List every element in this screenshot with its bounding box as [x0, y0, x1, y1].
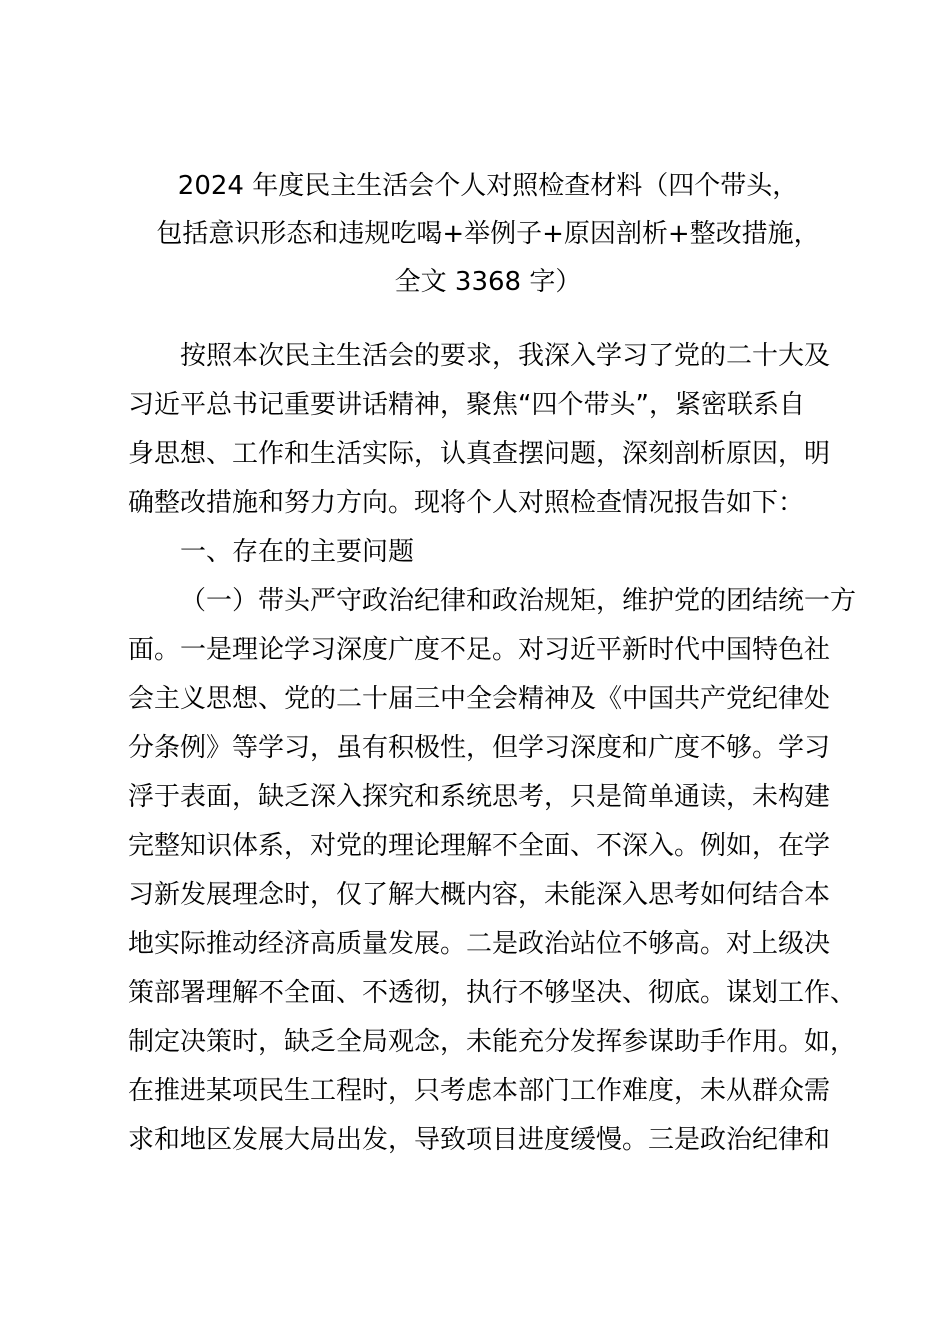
- paragraph-line: 按照本次民主生活会的要求，我深入学习了党的二十大及: [180, 341, 831, 371]
- document-body: [128, 332, 857, 1165]
- paragraph-line: 浮于表面，缺乏深入探究和系统思考，只是简单通读，未构建: [128, 782, 831, 812]
- paragraph-line: 会主义思想、党的二十届三中全会精神及《中国共产党纪律处: [128, 684, 831, 714]
- paragraph-line: 制定决策时，缺乏全局观念，未能充分发挥参谋助手作用。如，: [128, 1027, 857, 1057]
- paragraph-line: （一）带头严守政治纪律和政治规矩，维护党的团结统一方: [180, 586, 857, 616]
- paragraph-line: 习近平总书记重要讲话精神，聚焦“四个带头”，紧密联系自: [128, 390, 805, 420]
- paragraph-line: 完整知识体系，对党的理论理解不全面、不深入。例如，在学: [128, 831, 831, 861]
- intro-paragraph: [128, 332, 848, 528]
- paragraph-line: 分条例》等学习，虽有积极性，但学习深度和广度不够。学习: [128, 733, 831, 763]
- title-line: 2024 年度民主生活会个人对照检查材料（四个带头，: [177, 171, 799, 201]
- paragraph-line: 面。一是理论学习深度广度不足。对习近平新时代中国特色社: [128, 635, 831, 665]
- subsection-paragraph: [128, 577, 857, 1165]
- paragraph-line: 策部署理解不全面、不透彻，执行不够坚决、彻底。谋划工作、: [128, 978, 857, 1008]
- paragraph-line: 地实际推动经济高质量发展。二是政治站位不够高。对上级决: [128, 929, 831, 959]
- paragraph-line: 身思想、工作和生活实际，认真查摆问题，深刻剖析原因，明: [128, 439, 831, 469]
- paragraph-line: 求和地区发展大局出发，导致项目进度缓慢。三是政治纪律和: [128, 1125, 831, 1155]
- paragraph-line: 在推进某项民生工程时，只考虑本部门工作难度，未从群众需: [128, 1076, 831, 1106]
- paragraph-line: 确整改措施和努力方向。现将个人对照检查情况报告如下：: [128, 488, 805, 518]
- title-line: 包括意识形态和违规吃喝+举例子+原因剖析+整改措施，: [156, 219, 820, 249]
- document-title: [118, 162, 858, 306]
- title-line: 全文 3368 字）: [394, 267, 582, 297]
- paragraph-line: 习新发展理念时，仅了解大概内容，未能深入思考如何结合本: [128, 880, 831, 910]
- section-heading: 一、存在的主要问题: [180, 537, 415, 567]
